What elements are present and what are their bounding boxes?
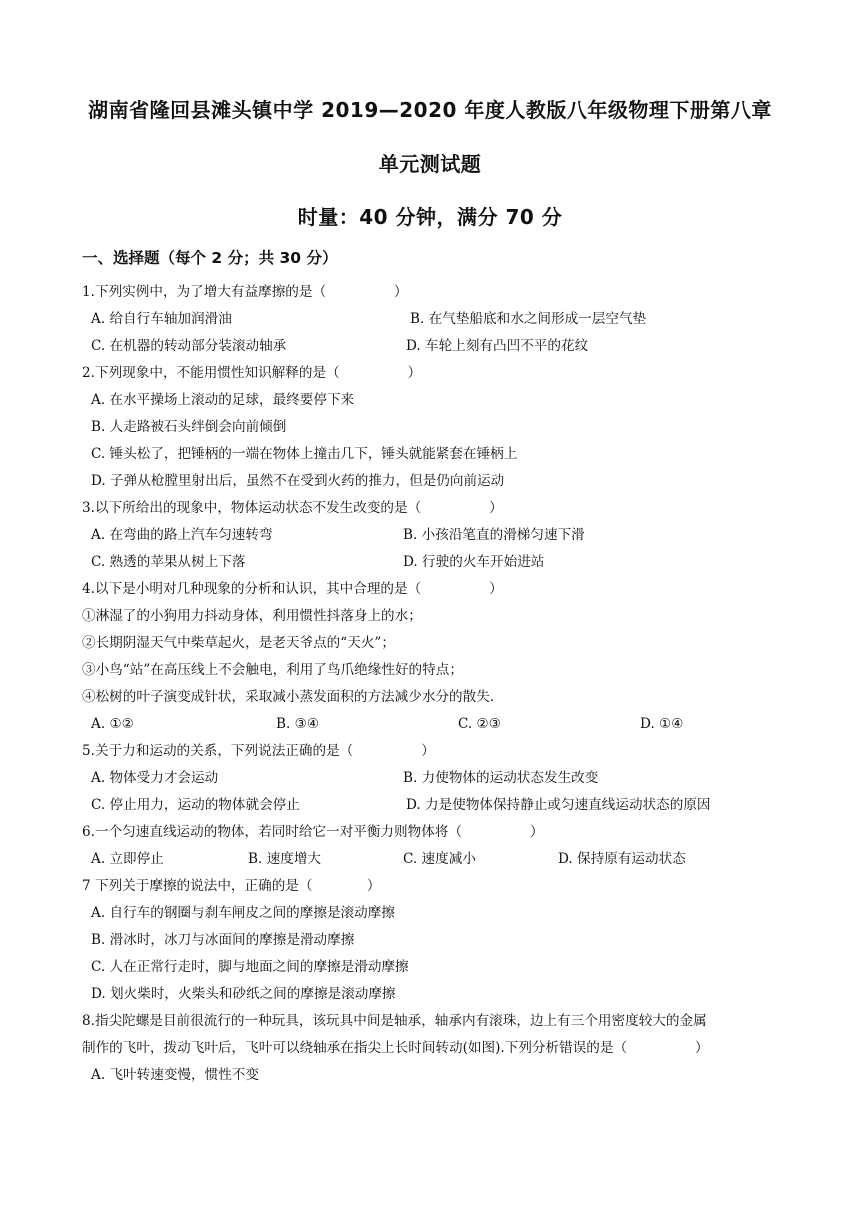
- question-6-stem: 6.一个匀速直线运动的物体，若同时给它一对平衡力则物体将（ ）: [82, 824, 544, 840]
- question-6-option-a: A. 立即停止: [91, 851, 164, 867]
- question-2-stem: 2.下列现象中，不能用惯性知识解释的是（ ）: [82, 365, 422, 381]
- question-7-option-b: B. 滑冰时，冰刀与冰面间的摩擦是滑动摩擦: [91, 932, 355, 948]
- question-4-option-b: B. ③④: [276, 716, 320, 732]
- question-8-option-a: A. 飞叶转速变慢，惯性不变: [91, 1067, 259, 1083]
- question-3-option-a: A. 在弯曲的路上汽车匀速转弯: [91, 527, 273, 543]
- question-5-option-b: B. 力使物体的运动状态发生改变: [403, 770, 599, 786]
- exam-time-info: 时量：40 分钟，满分 70 分: [297, 205, 563, 229]
- question-4-statement-2: ②长期阴湿天气中柴草起火，是老天爷点的“天火”；: [82, 635, 395, 651]
- question-7-stem: 7 下列关于摩擦的说法中，正确的是（ ）: [82, 878, 381, 894]
- question-2-option-c: C. 锤头松了，把锤柄的一端在物体上撞击几下，锤头就能紧套在锤柄上: [91, 446, 518, 462]
- question-3-option-c: C. 熟透的苹果从树上下落: [91, 554, 246, 570]
- question-7-option-a: A. 自行车的钢圈与刹车闸皮之间的摩擦是滚动摩擦: [91, 905, 395, 921]
- question-5-stem: 5.关于力和运动的关系，下列说法正确的是（ ）: [82, 743, 435, 759]
- question-4-stem: 4.以下是小明对几种现象的分析和认识，其中合理的是（ ）: [82, 581, 503, 597]
- question-1-option-b: B. 在气垫船底和水之间形成一层空气垫: [410, 311, 647, 327]
- question-4-option-d: D. ①④: [640, 716, 684, 732]
- question-1-option-c: C. 在机器的转动部分装滚动轴承: [91, 338, 287, 354]
- exam-title-line2: 单元测试题: [378, 152, 482, 176]
- question-8-stem-line1: 8.指尖陀螺是目前很流行的一种玩具，该玩具中间是轴承，轴承内有滚珠，边上有三个用密度较大的金属: [82, 1013, 707, 1029]
- question-3-option-b: B. 小孩沿笔直的滑梯匀速下滑: [403, 527, 585, 543]
- question-5-option-a: A. 物体受力才会运动: [91, 770, 219, 786]
- question-4-option-a: A. ①②: [91, 716, 134, 732]
- question-6-option-c: C. 速度减小: [403, 851, 476, 867]
- question-4-statement-3: ③小鸟“站”在高压线上不会触电，利用了鸟爪绝缘性好的特点；: [82, 662, 463, 678]
- question-6-option-d: D. 保持原有运动状态: [558, 851, 686, 867]
- question-7-option-d: D. 划火柴时，火柴头和砂纸之间的摩擦是滚动摩擦: [91, 986, 396, 1002]
- question-5-option-c: C. 停止用力，运动的物体就会停止: [91, 797, 300, 813]
- question-3-option-d: D. 行驶的火车开始进站: [403, 554, 545, 570]
- question-4-statement-1: ①淋湿了的小狗用力抖动身体，利用惯性抖落身上的水；: [82, 608, 422, 624]
- section-heading-choice: 一、选择题（每个 2 分；共 30 分）: [82, 249, 338, 267]
- question-2-option-b: B. 人走路被石头绊倒会向前倾倒: [91, 419, 287, 435]
- question-7-option-c: C. 人在正常行走时，脚与地面之间的摩擦是滑动摩擦: [91, 959, 409, 975]
- question-3-stem: 3.以下所给出的现象中，物体运动状态不发生改变的是（ ）: [82, 500, 503, 516]
- question-1-stem: 1.下列实例中，为了增大有益摩擦的是（ ）: [82, 284, 408, 300]
- question-8-stem-line2: 制作的飞叶，拨动飞叶后，飞叶可以绕轴承在指尖上长时间转动(如图).下列分析错误的是（ ）: [82, 1040, 709, 1056]
- question-2-option-a: A. 在水平操场上滚动的足球，最终要停下来: [91, 392, 355, 408]
- question-1-option-a: A. 给自行车轴加润滑油: [91, 311, 232, 327]
- question-1-option-d: D. 车轮上刻有凸凹不平的花纹: [406, 338, 589, 354]
- question-4-statement-4: ④松树的叶子演变成针状，采取减小蒸发面积的方法减少水分的散失.: [82, 689, 495, 705]
- question-2-option-d: D. 子弹从枪膛里射出后，虽然不在受到火药的推力，但是仍向前运动: [91, 473, 505, 489]
- question-4-option-c: C. ②③: [458, 716, 501, 732]
- question-5-option-d: D. 力是使物体保持静止或匀速直线运动状态的原因: [406, 797, 711, 813]
- exam-title-line1: 湖南省隆回县滩头镇中学 2019—2020 年度人教版八年级物理下册第八章: [88, 98, 772, 122]
- question-6-option-b: B. 速度增大: [248, 851, 322, 867]
